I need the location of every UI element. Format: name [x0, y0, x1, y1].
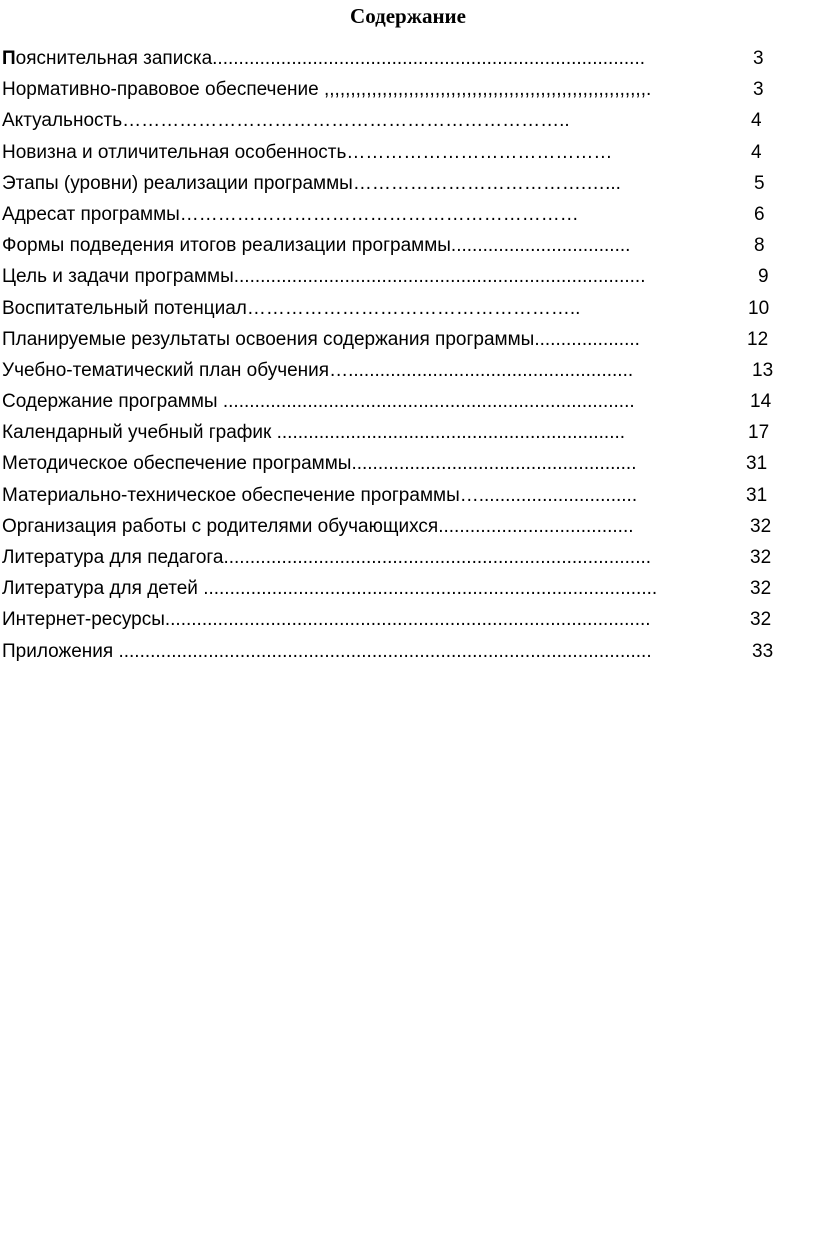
toc-entry-text: Методическое обеспечение программы: [2, 453, 352, 475]
toc-entry: [2, 74, 792, 105]
toc-entry-text: Планируемые результаты освоения содержания программы: [2, 328, 535, 350]
toc-entry: [2, 573, 792, 604]
toc-entry-text: Календарный учебный график: [2, 422, 277, 444]
toc-entry-text: Организация работы с родителями обучающихся: [2, 515, 439, 537]
toc-entry-text: Воспитательный потенциал: [2, 297, 247, 319]
toc-entry-leader: .................................................................................: [223, 547, 652, 568]
toc-entry-page-number: 8: [754, 235, 765, 257]
table-of-contents: [2, 43, 792, 667]
toc-entry-text: Материально-техническое обеспечение программы: [2, 484, 460, 506]
toc-entry-text: Новизна и отличительная особенность: [2, 141, 347, 163]
toc-entry-text: Приложения: [2, 640, 119, 662]
toc-entry-label: [2, 168, 621, 199]
toc-entry-text: Литература для педагога: [2, 547, 224, 568]
toc-entry-leader: .....................................: [438, 515, 634, 537]
toc-entry: [2, 511, 792, 542]
toc-entry-page-number: 9: [758, 266, 769, 288]
toc-entry-page-number: 32: [750, 609, 772, 631]
toc-entry: [2, 293, 792, 324]
toc-entry-label: [2, 480, 637, 511]
toc-entry-leader: ....................: [534, 328, 640, 350]
toc-entry: [2, 199, 792, 230]
toc-entry-page-number: 32: [750, 578, 772, 600]
toc-entry-page-number: 13: [752, 359, 774, 381]
toc-entry-label: [2, 386, 635, 417]
toc-entry-leader: ..................................................................: [276, 422, 626, 444]
toc-entry-leader: ..................................................................................: [212, 48, 646, 69]
toc-entry-page-number: 3: [753, 48, 764, 69]
toc-entry: [2, 417, 792, 448]
toc-entry-leader: ..................................: [450, 235, 631, 257]
toc-entry-label: [2, 74, 651, 105]
toc-entry-page-number: 14: [750, 391, 772, 413]
toc-entry: [2, 43, 792, 74]
toc-entry-page-number: 33: [752, 640, 774, 662]
toc-entry-page-number: 10: [748, 297, 770, 319]
toc-entry: [2, 168, 792, 199]
toc-entry-page-number: 5: [754, 172, 765, 194]
toc-entry-leader: ............................................................................................: [164, 609, 651, 631]
toc-entry-page-number: 4: [751, 110, 762, 132]
toc-entry-leader: ……………………………………: [346, 141, 613, 163]
toc-entry-leader: ……………………………….…...: [352, 172, 621, 194]
toc-entry-text: Учебно-тематический план обучения: [2, 359, 330, 381]
toc-entry-leader: ……………………………………………………………..: [122, 110, 570, 132]
toc-entry-label: [2, 137, 612, 168]
toc-entry-text: Актуальность: [2, 110, 123, 132]
toc-entry: [2, 230, 792, 261]
toc-entry-label: [2, 105, 570, 136]
toc-entry-text: Формы подведения итогов реализации программы: [2, 235, 451, 257]
toc-entry-text: Литература для детей: [2, 578, 204, 600]
toc-entry: [2, 604, 792, 635]
toc-entry-label: [2, 604, 651, 635]
toc-entry-label: [2, 230, 630, 261]
toc-entry-page-number: 31: [746, 484, 768, 506]
toc-entry-leader: ..............................................................................: [233, 266, 646, 288]
toc-entry: [2, 261, 792, 292]
toc-entry-leader: ......................................................: [351, 453, 637, 475]
toc-entry-page-number: 3: [753, 79, 764, 101]
toc-entry-page-number: 6: [754, 203, 765, 225]
toc-entry-label: [2, 43, 645, 74]
toc-entry-text: ояснительная записка: [15, 48, 213, 69]
toc-entry: [2, 542, 792, 573]
toc-entry-label: [2, 199, 579, 230]
toc-entry-text: Содержание программы: [2, 391, 223, 413]
toc-entry: [2, 355, 792, 386]
toc-entry-leader: ………………………………………………………: [179, 203, 579, 225]
toc-entry-leader: ……………………………………………..: [246, 297, 581, 319]
toc-entry-initial: П: [2, 48, 16, 69]
toc-entry-leader: ......................................................................................: [203, 578, 658, 600]
toc-entry-label: [2, 324, 640, 355]
toc-entry-text: Цель и задачи программы: [2, 266, 234, 288]
toc-entry-page-number: 31: [746, 453, 768, 475]
toc-entry-text: Нормативно-правовое обеспечение: [2, 79, 324, 101]
toc-entry-label: [2, 448, 637, 479]
toc-entry-label: [2, 261, 645, 292]
toc-entry-page-number: 17: [748, 422, 770, 444]
toc-entry-leader: ,,,,,,,,,,,,,,,,,,,,,,,,,,,,,,,,,,,,,,,,,,,,,,,,,,,,,,,,,,,,,.: [323, 79, 652, 101]
toc-entry-leader: ..............................................................................: [222, 391, 635, 413]
page-title: Содержание: [350, 4, 466, 28]
toc-entry-leader: .....................................................................................................: [118, 640, 652, 662]
toc-entry-text: Интернет-ресурсы: [2, 609, 165, 631]
toc-entry: [2, 386, 792, 417]
toc-entry-label: [2, 293, 580, 324]
toc-entry-leader: …......................................................: [329, 359, 634, 381]
toc-entry-text: Этапы (уровни) реализации программы: [2, 172, 353, 194]
toc-entry-label: [2, 636, 652, 667]
toc-entry-label: [2, 417, 625, 448]
toc-entry-label: [2, 542, 651, 573]
toc-entry-page-number: 12: [747, 328, 769, 350]
toc-entry-page-number: 32: [750, 515, 772, 537]
toc-entry-label: [2, 355, 633, 386]
toc-entry-page-number: 32: [750, 547, 772, 568]
toc-entry: [2, 448, 792, 479]
toc-entry-label: [2, 573, 657, 604]
toc-entry-text: Адресат программы: [2, 203, 180, 225]
toc-entry-label: [2, 511, 634, 542]
toc-entry: [2, 636, 792, 667]
toc-entry: [2, 105, 792, 136]
toc-entry-page-number: 4: [751, 141, 762, 163]
toc-entry: [2, 480, 792, 511]
toc-entry: [2, 137, 792, 168]
toc-entry-leader: …..............................: [459, 484, 638, 506]
toc-entry: [2, 324, 792, 355]
